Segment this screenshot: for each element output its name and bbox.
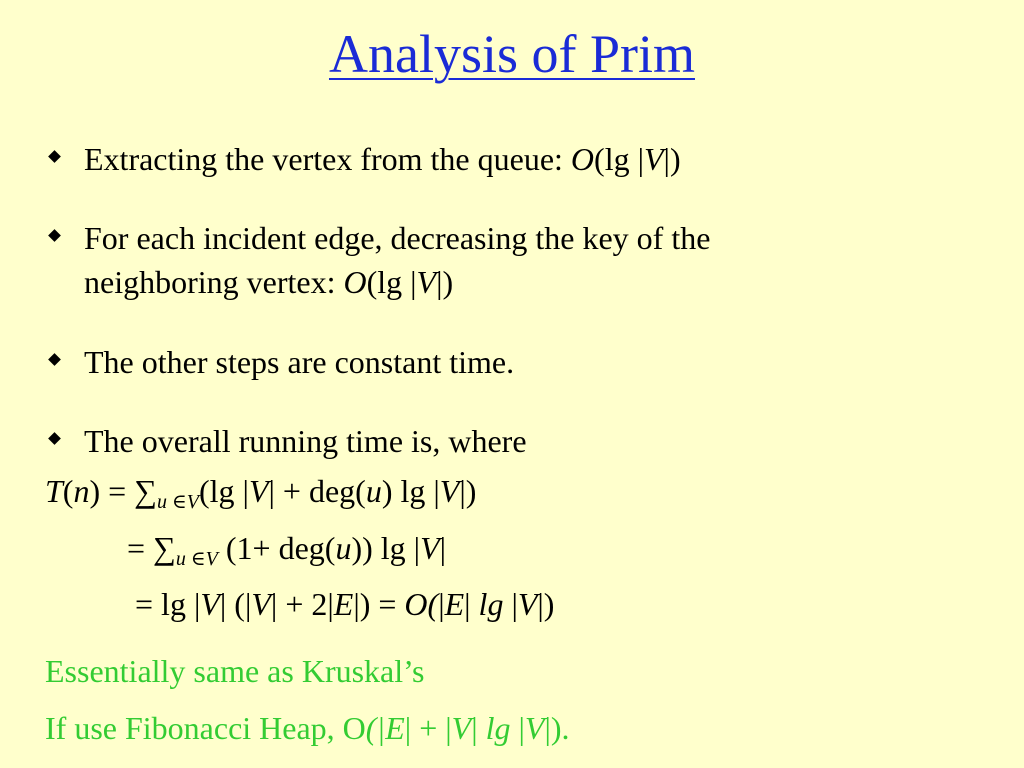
formula-line-3 bbox=[135, 582, 554, 626]
bullet-text-part: (lg | bbox=[594, 141, 644, 177]
formula-part: |) bbox=[459, 473, 477, 509]
formula-part: | (| bbox=[219, 586, 252, 622]
formula-part: ( bbox=[62, 473, 74, 509]
sum-subscript: u ∈V bbox=[175, 548, 218, 570]
formula-part: (lg | bbox=[199, 473, 249, 509]
bullet-text-part: Extracting the vertex from the queue: bbox=[84, 141, 571, 177]
bullet-text-part: |) bbox=[663, 141, 681, 177]
bullet-text-part: neighboring vertex: bbox=[84, 264, 344, 300]
bullet-text: The overall running time is, where bbox=[84, 423, 527, 459]
var-e: E bbox=[444, 586, 465, 622]
note-part: | bbox=[510, 710, 525, 746]
bullet-text bbox=[84, 137, 988, 181]
bullet-diamond-icon bbox=[48, 353, 61, 366]
title-text: Analysis of Prim bbox=[328, 24, 695, 84]
note-part: | + | bbox=[404, 710, 452, 746]
formula-line-2 bbox=[127, 526, 446, 570]
var-v: V bbox=[451, 710, 472, 746]
var-u: u bbox=[335, 530, 352, 566]
formula-part: | + deg( bbox=[268, 473, 366, 509]
bullet-diamond-icon bbox=[48, 150, 61, 163]
bullet-text-part: |) bbox=[436, 264, 454, 300]
formula-part: |) = bbox=[353, 586, 405, 622]
var-v: V bbox=[251, 586, 271, 622]
note-kruskal: Essentially same as Kruskal’s bbox=[45, 653, 425, 689]
formula-line-1 bbox=[45, 469, 476, 513]
bullet-diamond-icon bbox=[48, 432, 61, 445]
big-o-symbol: O bbox=[343, 264, 367, 300]
bullet-text: The other steps are constant time. bbox=[84, 344, 515, 380]
sum-subscript: u ∈V bbox=[156, 491, 199, 513]
lg-text: lg bbox=[485, 710, 511, 746]
var-v: V bbox=[517, 586, 538, 622]
big-o-symbol: O( bbox=[404, 586, 439, 622]
formula-part: (1+ deg( bbox=[217, 530, 336, 566]
bullet-line-2 bbox=[84, 260, 988, 304]
bullet-running-time bbox=[48, 419, 988, 463]
var-v: V bbox=[416, 264, 437, 300]
formula-part: | bbox=[464, 586, 479, 622]
var-e: E bbox=[333, 586, 354, 622]
slide-title bbox=[0, 22, 1024, 86]
formula-part: | bbox=[438, 586, 445, 622]
formula-part: | bbox=[439, 530, 447, 566]
lg-text: lg bbox=[478, 586, 504, 622]
var-v: V bbox=[200, 586, 220, 622]
formula-part: ) = ∑ bbox=[89, 473, 157, 509]
big-o-symbol: O bbox=[570, 141, 595, 177]
note-fibonacci bbox=[45, 706, 570, 750]
var-e: E bbox=[385, 710, 405, 746]
var-v: V bbox=[643, 141, 664, 177]
var-t: T bbox=[45, 473, 63, 509]
formula-part: |) bbox=[537, 586, 555, 622]
bullet-extract bbox=[48, 137, 988, 181]
var-v: V bbox=[248, 473, 269, 509]
formula-part: )) lg | bbox=[351, 530, 421, 566]
bullet-text-part: (lg | bbox=[366, 264, 417, 300]
bullet-constant-time bbox=[48, 340, 988, 384]
bullet-text bbox=[84, 216, 988, 304]
note-part: (| bbox=[365, 710, 386, 746]
bullet-incident-edge bbox=[48, 216, 988, 304]
var-v: V bbox=[420, 530, 440, 566]
bullet-line-1: For each incident edge, decreasing the key of the bbox=[84, 220, 711, 256]
formula-part: ) lg | bbox=[381, 473, 440, 509]
note-part: | bbox=[471, 710, 486, 746]
formula-part: = lg | bbox=[135, 586, 201, 622]
note-part: |). bbox=[544, 710, 570, 746]
formula-part: = ∑ bbox=[127, 530, 176, 566]
bullet-diamond-icon bbox=[48, 229, 61, 242]
var-u: u bbox=[365, 473, 382, 509]
formula-part: | + 2| bbox=[270, 586, 334, 622]
var-v: V bbox=[439, 473, 460, 509]
var-n: n bbox=[73, 473, 90, 509]
formula-part: | bbox=[503, 586, 518, 622]
note-part: If use Fibonacci Heap, O bbox=[45, 710, 366, 746]
var-v: V bbox=[524, 710, 545, 746]
